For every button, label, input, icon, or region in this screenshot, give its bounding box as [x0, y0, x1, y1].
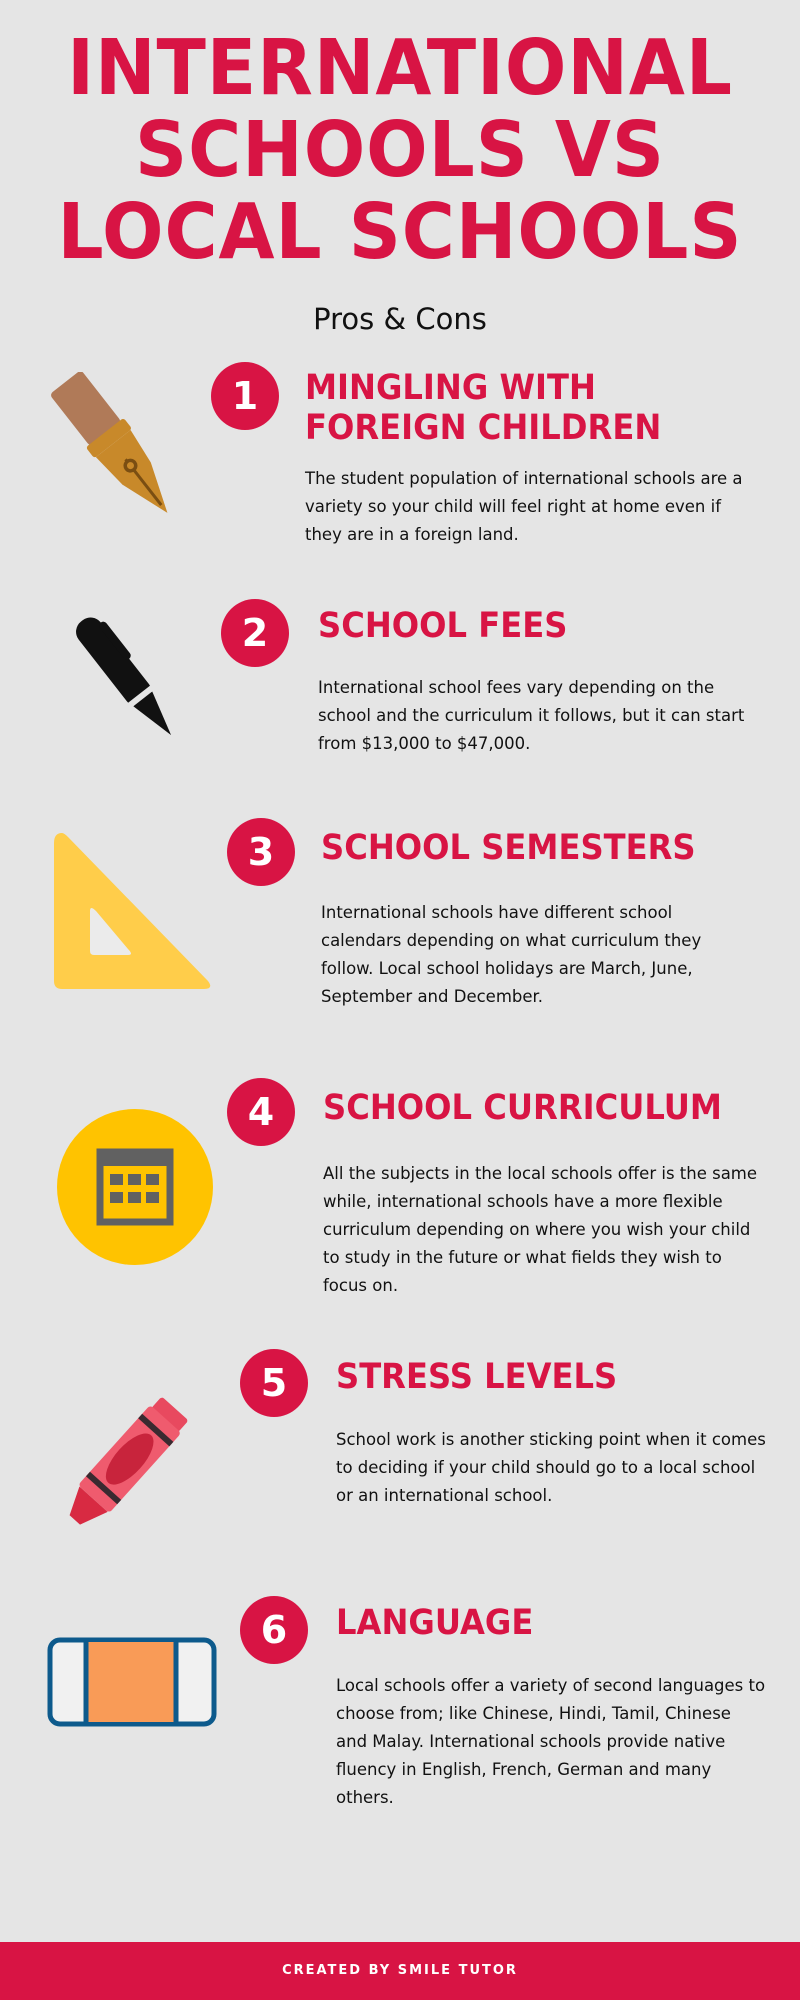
section-5-heading [336, 1357, 617, 1397]
section-3-number: 3 [227, 818, 295, 886]
section-4-number: 4 [227, 1078, 295, 1146]
footer-credit: CREATED BY SMILE TUTOR [282, 1963, 518, 1978]
fountain-pen-icon [40, 372, 200, 532]
title-line-2: SCHOOLS VS [135, 106, 665, 195]
section-5-number: 5 [240, 1349, 308, 1417]
title-line-3: LOCAL SCHOOLS [57, 188, 743, 277]
section-1-heading [305, 368, 661, 448]
title-line-1: INTERNATIONAL [67, 24, 733, 113]
section-4-body: All the subjects in the local schools offer is the same while, international schools have a more flexible curriculum depending on where you wish your child to study in the future or what fields they wish to focus on. [323, 1164, 758, 1295]
calendar-icon [56, 1108, 214, 1266]
section-1-heading-line-1: MINGLING WITH [305, 368, 596, 408]
section-2-body: International school fees vary depending on the school and the curriculum it follows, but it can start from $13,000 to $47,000. [318, 678, 745, 753]
section-3-body: International schools have different school calendars depending on what curriculum they follow. Local school holidays are March, June, September and December. [321, 903, 702, 1006]
section-4-heading [323, 1088, 722, 1128]
section-1-heading-line-2: FOREIGN CHILDREN [305, 408, 662, 448]
pen-icon [48, 600, 208, 760]
section-2-heading [318, 606, 567, 646]
section-5-heading-line-1: STRESS LEVELS [336, 1357, 618, 1397]
page-title [24, 24, 776, 277]
section-2-number: 2 [221, 599, 289, 667]
footer-bar [0, 1942, 800, 2000]
section-3-heading [321, 828, 696, 868]
section-6-heading [336, 1603, 533, 1643]
section-2-heading-line-1: SCHOOL FEES [318, 606, 568, 646]
set-square-icon [54, 833, 214, 993]
section-1-body: The student population of international schools are a variety so your child will feel right at home even if they are in a foreign land. [305, 469, 743, 544]
section-5-body: School work is another sticking point when it comes to deciding if your child should go to a local school or an international school. [336, 1430, 766, 1505]
section-4-heading-line-1: SCHOOL CURRICULUM [323, 1088, 722, 1128]
section-6-body: Local schools offer a variety of second languages to choose from; like Chinese, Hindi, Tamil, Chinese and Malay. International schools provide native fluency in English, French, German and many others. [336, 1676, 766, 1807]
section-6-number: 6 [240, 1596, 308, 1664]
crayon-icon [42, 1382, 212, 1542]
eraser-icon [46, 1636, 220, 1728]
section-6-heading-line-1: LANGUAGE [336, 1603, 534, 1643]
section-1-number: 1 [211, 362, 279, 430]
page-subtitle: Pros & Cons [313, 302, 487, 336]
section-3-heading-line-1: SCHOOL SEMESTERS [321, 828, 696, 868]
